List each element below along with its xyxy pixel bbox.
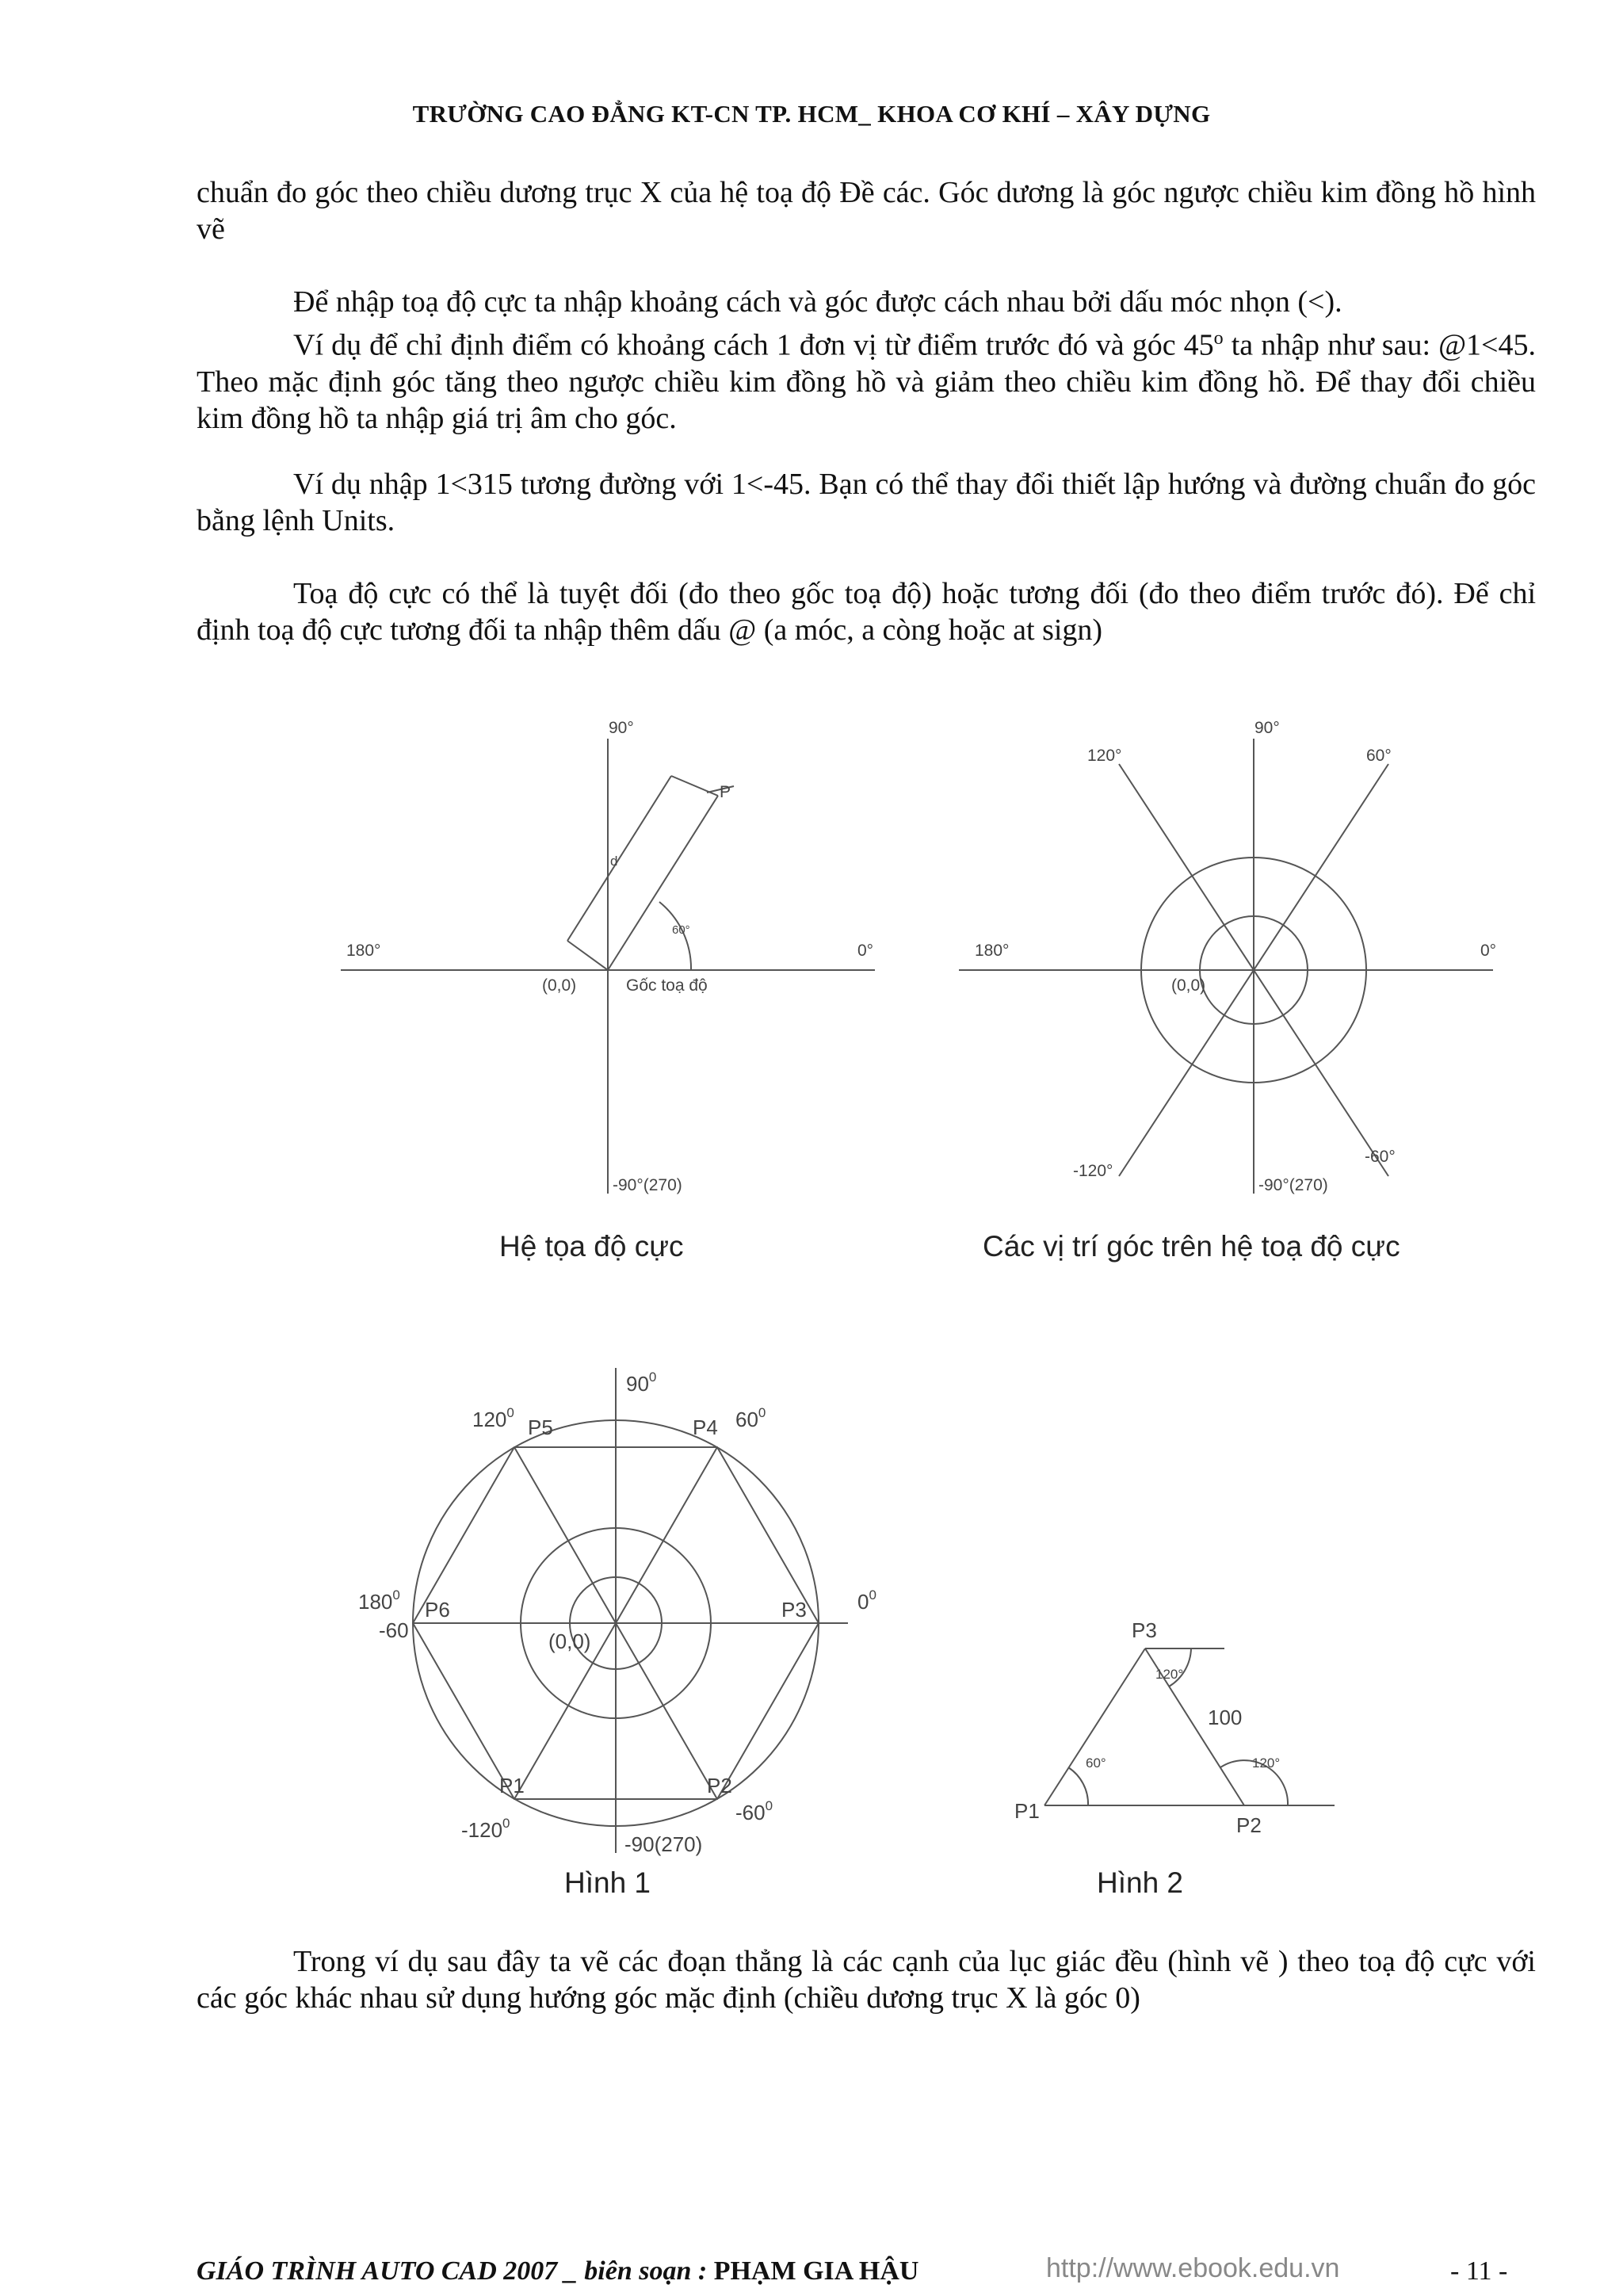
fig3-label-neg60-left: -60	[379, 1618, 409, 1642]
paragraph-5: Toạ độ cực có thể là tuyệt đối (đo theo gốc toạ độ) hoặc tương đối (đo theo điểm trước đó). Để chỉ định toạ độ cực tương đối ta nhập thêm dấu @ (a móc, a còng hoặc at sign)	[197, 577, 1536, 647]
fig3-label-90: $90^0$	[626, 1370, 657, 1396]
fig3-label-180: $180^0$	[358, 1587, 400, 1614]
fig3-caption: Hình 1	[564, 1866, 651, 1899]
fig4-label-p1: P1	[1014, 1799, 1040, 1823]
fig2-label-neg120: -120°	[1073, 1162, 1113, 1180]
fig2-label-origin: (0,0)	[1171, 976, 1206, 995]
fig2-label-180: 180°	[975, 942, 1010, 960]
paragraph-1: chuẩn đo góc theo chiều dương trục X của hệ toạ độ Đề các. Góc dương là góc ngược chiều kim đồng hồ hình vẽ	[197, 176, 1536, 246]
fig3-label-neg60: $-60^0$	[735, 1798, 773, 1824]
fig3-label-60: $60^0$	[735, 1405, 766, 1431]
fig1-dimension-line	[567, 776, 671, 941]
figure-polar-system	[341, 739, 875, 1194]
footer-book	[197, 2256, 918, 2286]
fig1-caption: Hệ tọa độ cực	[499, 1230, 684, 1263]
fig2-label-60: 60°	[1366, 747, 1392, 765]
fig1-label-dist: d	[610, 854, 618, 869]
fig4-caption: Hình 2	[1097, 1866, 1184, 1899]
fig3-label-neg90: -90(270)	[624, 1832, 703, 1856]
page-number: - 11 -	[1450, 2256, 1508, 2286]
fig3-label-p2: P2	[707, 1774, 732, 1797]
fig3-label-p3: P3	[781, 1598, 807, 1622]
fig3-label-p1: P1	[499, 1774, 525, 1797]
paragraph-3-a: Ví dụ để chỉ định điểm có khoảng cách 1 đơn vị từ điểm trước đó và góc 45	[293, 328, 1214, 362]
footer-author: PHẠM GIA HẬU	[713, 2256, 919, 2286]
fig2-caption: Các vị trí góc trên hệ toạ độ cực	[983, 1230, 1400, 1263]
fig1-label-90: 90°	[609, 719, 634, 737]
fig2-label-120: 120°	[1087, 747, 1122, 765]
fig4-side-p1-p3	[1044, 1648, 1145, 1805]
fig1-label-neg90: -90°(270)	[613, 1176, 682, 1194]
fig1-label-p: P	[720, 783, 731, 801]
fig3-label-p4: P4	[693, 1415, 718, 1439]
fig4-arc-60	[1068, 1767, 1088, 1805]
fig1-label-angle: 60°	[672, 923, 690, 937]
fig1-label-180: 180°	[346, 942, 381, 960]
fig4-label-120-right: 120°	[1252, 1755, 1281, 1771]
fig1-label-origin: (0,0)	[542, 976, 577, 995]
footer-book-title: GIÁO TRÌNH AUTO CAD 2007 _ biên soạn :	[197, 2256, 714, 2286]
fig1-label-0: 0°	[857, 942, 874, 960]
paragraph-4: Ví dụ nhập 1<315 tương đường với 1<-45. Bạn có thể thay đổi thiết lập hướng và đường chuẩn đo góc bằng lệnh Units.	[197, 468, 1536, 537]
fig3-label-0: $0^0$	[857, 1587, 876, 1614]
fig1-ext-line-1	[567, 941, 608, 970]
paragraph-3-b: ta nhập như sau: @1<45. Theo mặc định góc tăng theo ngược chiều kim đồng hồ và giảm theo chiều kim đồng hồ. Để thay đổi chiều kim đồng hồ ta nhập giá trị âm cho góc.	[197, 328, 1536, 435]
fig2-label-90: 90°	[1254, 719, 1280, 737]
figure-triangle	[1044, 1648, 1335, 1805]
figure-angle-positions	[959, 739, 1493, 1194]
fig3-label-origin: (0,0)	[548, 1629, 591, 1653]
fig4-label-p2: P2	[1236, 1813, 1262, 1837]
fig1-label-goc: Gốc toạ độ	[626, 976, 708, 995]
paragraph-6: Trong ví dụ sau đây ta vẽ các đoạn thẳng là các cạnh của lục giác đều (hình vẽ ) theo toạ độ cực với các góc khác nhau sử dụng hướng góc mặc định (chiều dương trục X là góc 0)	[197, 1945, 1536, 2015]
fig4-label-120-top: 120°	[1155, 1667, 1184, 1682]
fig2-label-0: 0°	[1480, 942, 1497, 960]
fig3-label-120: $120^0$	[472, 1405, 514, 1431]
fig1-ext-line-2	[671, 776, 718, 796]
fig3-label-p5: P5	[528, 1415, 553, 1439]
fig4-label-p3: P3	[1132, 1618, 1157, 1642]
fig2-label-neg90: -90°(270)	[1258, 1176, 1328, 1194]
fig2-label-neg60: -60°	[1365, 1148, 1396, 1166]
degree-sup: o	[1213, 328, 1224, 349]
fig4-label-side: 100	[1208, 1706, 1243, 1729]
fig3-label-p6: P6	[425, 1598, 450, 1622]
fig3-label-neg120: $-120^0$	[461, 1816, 510, 1842]
paragraph-2: Để nhập toạ độ cực ta nhập khoảng cách và góc được cách nhau bởi dấu móc nhọn (<).	[293, 285, 1342, 319]
fig4-label-60: 60°	[1086, 1755, 1106, 1771]
page-header: TRƯỜNG CAO ĐẲNG KT-CN TP. HCM_ KHOA CƠ KHÍ – XÂY DỰNG	[412, 100, 1211, 128]
fig1-ray-op	[608, 796, 718, 970]
footer-url[interactable]: http://www.ebook.edu.vn	[1046, 2253, 1340, 2283]
